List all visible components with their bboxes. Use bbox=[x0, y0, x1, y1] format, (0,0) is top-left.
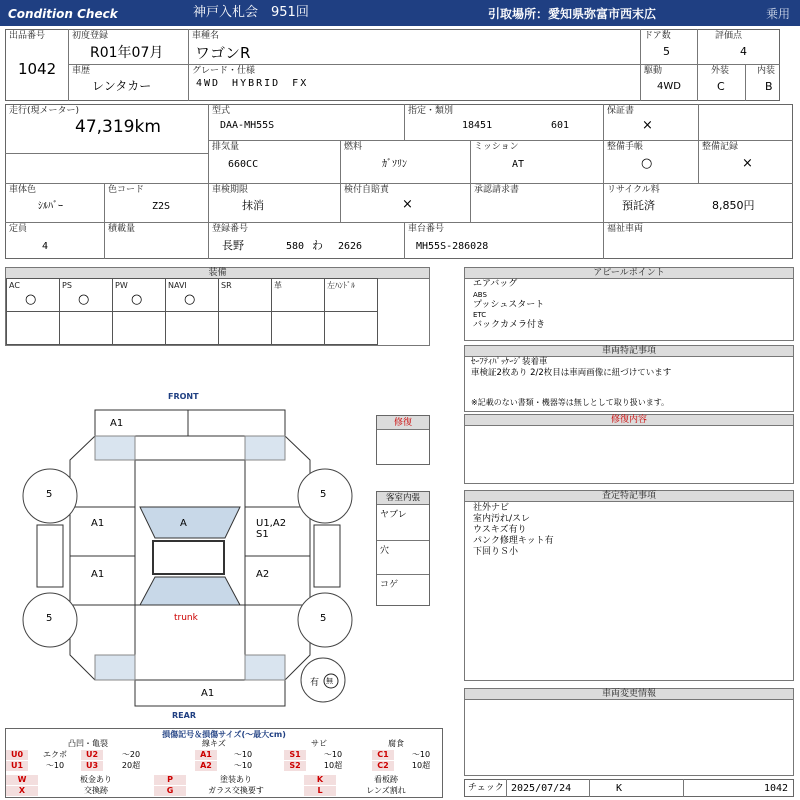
legend-desc: 10超 bbox=[411, 761, 431, 770]
legend-code: C1 bbox=[372, 750, 394, 760]
displacement-label: 排気量 bbox=[212, 142, 240, 152]
legend-code: S2 bbox=[284, 761, 306, 771]
model: DAA-MH55S bbox=[220, 120, 275, 131]
equipment-empty-cell bbox=[112, 311, 166, 345]
front-label: FRONT bbox=[168, 392, 199, 401]
legend-desc: レンズ割れ bbox=[366, 786, 406, 795]
equipment-title: 装備 bbox=[6, 268, 429, 279]
assessment-line: 室内汚れ/スレ bbox=[473, 514, 531, 524]
appeal-line: バックカメラ付き bbox=[473, 320, 546, 330]
service-record-label: 整備記録 bbox=[702, 142, 739, 152]
recycle-fee: 8,850円 bbox=[712, 199, 755, 212]
score: 4 bbox=[740, 45, 747, 58]
special-notes-footnote: ※記載のない書類・機器等は無しとして取り扱います。 bbox=[471, 398, 670, 407]
mileage-label: 走行(現メーター) bbox=[9, 106, 80, 116]
designation-label: 指定・類別 bbox=[408, 106, 454, 116]
interior-condition-row: 穴 bbox=[380, 546, 390, 556]
interior-condition-row: コゲ bbox=[380, 580, 399, 590]
spare-none-label: 無 bbox=[326, 677, 333, 685]
legend-code: S1 bbox=[284, 750, 306, 760]
legend-mark-row bbox=[6, 775, 442, 786]
check-number: 1042 bbox=[764, 783, 789, 794]
change-info-title: 車両変更情報 bbox=[465, 689, 793, 700]
equipment-item bbox=[271, 278, 325, 312]
legend-desc: エクボ bbox=[43, 750, 67, 759]
right-mirror bbox=[314, 525, 340, 587]
legend-header-row bbox=[6, 739, 442, 750]
tire-front-left-label: 5 bbox=[46, 489, 53, 500]
model-label: 型式 bbox=[212, 106, 231, 116]
special-notes-panel bbox=[464, 345, 794, 412]
legend-desc: ～10 bbox=[233, 750, 253, 759]
appeal-panel bbox=[464, 267, 794, 341]
rear-label: REAR bbox=[172, 711, 196, 720]
legend-row bbox=[6, 761, 442, 772]
hood-panel bbox=[135, 436, 245, 460]
front-left-light bbox=[95, 436, 135, 460]
self-check: × bbox=[402, 197, 413, 212]
rear-right-light bbox=[245, 655, 285, 680]
recycle-label: リサイクル料 bbox=[607, 185, 660, 195]
car-diagram bbox=[0, 400, 376, 710]
car-name-label: 車種名 bbox=[192, 31, 220, 41]
interior-condition-row: ヤブレ bbox=[380, 510, 407, 520]
windshield bbox=[140, 507, 240, 538]
legend-code: G bbox=[154, 786, 186, 796]
color-code: Z2S bbox=[152, 201, 171, 212]
recycle-status: 預託済 bbox=[622, 199, 655, 212]
repair-panel bbox=[464, 414, 794, 484]
designation-b: 601 bbox=[551, 120, 570, 131]
repair-side-box bbox=[376, 415, 430, 465]
damage-mark-rear-left-door: A1 bbox=[91, 569, 105, 580]
trunk-label: trunk bbox=[174, 613, 198, 623]
damage-mark-rear-right-door: A2 bbox=[256, 569, 270, 580]
equipment-empty-cell bbox=[59, 311, 113, 345]
fuel-label: 燃料 bbox=[344, 142, 363, 152]
legend-row bbox=[6, 750, 442, 761]
equipment-item-label: PS bbox=[62, 281, 72, 290]
legend-code: W bbox=[6, 775, 38, 785]
legend-desc: 10超 bbox=[323, 761, 343, 770]
left-mirror bbox=[37, 525, 63, 587]
equipment-item bbox=[6, 278, 60, 312]
spare-text: 有 bbox=[310, 678, 320, 688]
reg-area: 長野 bbox=[222, 239, 244, 252]
manual: ○ bbox=[641, 156, 653, 171]
legend-desc: 看板跡 bbox=[374, 775, 398, 784]
appeal-list bbox=[473, 279, 545, 332]
manual-label: 整備手帳 bbox=[607, 142, 644, 152]
legend-header: 腐食 bbox=[388, 739, 404, 748]
damage-mark-rear-bumper: A1 bbox=[201, 688, 215, 699]
equipment-empty-cell bbox=[271, 311, 325, 345]
assessment-line: ウスキズ有り bbox=[473, 525, 527, 535]
exterior: C bbox=[717, 80, 725, 93]
equipment-item bbox=[165, 278, 219, 312]
check-date: 2025/07/24 bbox=[511, 783, 572, 794]
lot-number-label: 出品番号 bbox=[9, 31, 46, 41]
legend-desc: 交換跡 bbox=[84, 786, 108, 795]
equipment-empty-cell bbox=[6, 311, 60, 345]
legend-desc: ～10 bbox=[233, 761, 253, 770]
reg-class: 580 bbox=[286, 241, 305, 252]
history-label: 車歴 bbox=[72, 66, 91, 76]
displacement: 660CC bbox=[228, 159, 259, 170]
appeal-line: プッシュスタート bbox=[473, 299, 545, 310]
transmission-label: ミッション bbox=[474, 142, 519, 152]
legend-desc: ～10 bbox=[45, 761, 65, 770]
color-code-label: 色コード bbox=[108, 185, 145, 195]
special-note-line: ｾｰﾌﾃｨﾊﾟｯｹｰｼﾞ装着車 bbox=[471, 357, 548, 367]
damage-mark-front-right-door-2: S1 bbox=[256, 529, 269, 540]
legend-code: U2 bbox=[81, 750, 103, 760]
legend-code: P bbox=[154, 775, 186, 785]
rear-window bbox=[140, 577, 240, 605]
pickup-location: 引取場所：愛知県弥富市西末広 bbox=[488, 7, 657, 21]
designation-a: 18451 bbox=[462, 120, 493, 131]
header-bar bbox=[0, 0, 800, 26]
special-note-line: 車検証2枚あり 2/2枚目は車両画像に紐づけています bbox=[471, 368, 672, 378]
legend-code: A2 bbox=[195, 761, 217, 771]
doors: 5 bbox=[663, 45, 670, 58]
equipment-item-label: 革 bbox=[274, 281, 282, 290]
legend-desc: ～10 bbox=[323, 750, 343, 759]
chassis: MH55S-286028 bbox=[416, 241, 489, 252]
logo-text: Condition Check bbox=[8, 7, 118, 21]
equipment-item-value: ○ bbox=[131, 292, 143, 307]
equipment-item-label: SR bbox=[221, 281, 232, 290]
equipment-item-value: ○ bbox=[25, 292, 37, 307]
legend-code: X bbox=[6, 786, 38, 796]
rear-left-light bbox=[95, 655, 135, 680]
equipment-item bbox=[112, 278, 166, 312]
check-code: K bbox=[616, 783, 623, 794]
lot-number: 1042 bbox=[18, 60, 57, 78]
car-name: ワゴンR bbox=[195, 44, 251, 62]
chassis-label: 車台番号 bbox=[408, 224, 445, 234]
legend-title: 損傷記号＆損傷サイズ(～最大cm) bbox=[162, 730, 286, 739]
reg-number-label: 登録番号 bbox=[212, 224, 249, 234]
legend-code: K bbox=[304, 775, 336, 785]
warranty: × bbox=[642, 118, 653, 133]
color-label: 車体色 bbox=[9, 185, 37, 195]
fuel: ｶﾞｿﾘﾝ bbox=[382, 159, 407, 170]
drive: 4WD bbox=[657, 81, 681, 92]
legend-header: サビ bbox=[311, 739, 327, 748]
mileage: 47,319km bbox=[75, 117, 161, 137]
assessment-line: 社外ナビ bbox=[473, 503, 510, 513]
doors-label: ドア数 bbox=[644, 31, 671, 41]
damage-mark-front-right-door: U1,A2 bbox=[256, 518, 287, 529]
equipment-item-value: ○ bbox=[184, 292, 196, 307]
equipment-item-label: 左ﾊﾝﾄﾞﾙ bbox=[327, 281, 355, 290]
color: ｼﾙﾊﾞｰ bbox=[38, 201, 63, 212]
equipment-empty-cell bbox=[324, 311, 378, 345]
legend-header: 線キズ bbox=[202, 739, 226, 748]
interior: B bbox=[765, 80, 773, 93]
interior-condition-box bbox=[376, 491, 430, 606]
history: レンタカー bbox=[92, 79, 152, 93]
legend-desc: 塗装あり bbox=[220, 775, 252, 784]
appeal-line: ETC bbox=[473, 311, 487, 319]
equipment-empty-cell bbox=[165, 311, 219, 345]
roof-panel bbox=[153, 541, 224, 574]
vehicle-use: 乗用 bbox=[766, 7, 791, 21]
interior-label: 内装 bbox=[757, 66, 776, 76]
legend-code: U1 bbox=[6, 761, 28, 771]
interior-condition-title: 客室内張 bbox=[377, 492, 429, 505]
assessment-line: 下回りＳ小 bbox=[473, 547, 519, 557]
repair-side-label: 修復 bbox=[377, 416, 429, 430]
welfare-label: 福祉車両 bbox=[607, 224, 644, 234]
capacity: 4 bbox=[42, 241, 49, 252]
warranty-label: 保証書 bbox=[607, 106, 635, 116]
equipment-empty-cell bbox=[218, 311, 272, 345]
first-reg: R01年07月 bbox=[90, 45, 164, 61]
legend-header: 凸凹・亀裂 bbox=[68, 739, 108, 748]
legend-code: U3 bbox=[81, 761, 103, 771]
special-notes-title: 車両特記事項 bbox=[465, 346, 793, 357]
reg-kana: わ bbox=[312, 239, 323, 252]
inspection-label: 車検期限 bbox=[212, 185, 249, 195]
equipment-item bbox=[324, 278, 378, 312]
appeal-line: ABS bbox=[473, 290, 487, 299]
equipment-item bbox=[218, 278, 272, 312]
appeal-line: エアバッグ bbox=[473, 279, 518, 289]
exterior-label: 外装 bbox=[711, 66, 730, 76]
damage-mark-front-bumper: A1 bbox=[110, 418, 124, 429]
first-reg-label: 初度登録 bbox=[72, 31, 109, 41]
legend-desc: ガラス交換要す bbox=[208, 786, 264, 795]
equipment-item bbox=[59, 278, 113, 312]
assessment-title: 査定特記事項 bbox=[465, 491, 793, 502]
legend-code: L bbox=[304, 786, 336, 796]
score-label: 評価点 bbox=[715, 31, 743, 41]
repair-title: 修復内容 bbox=[465, 415, 793, 426]
inspection: 抹消 bbox=[242, 199, 264, 212]
assessment-panel bbox=[464, 490, 794, 681]
check-label: チェック bbox=[468, 783, 504, 793]
tire-front-right-label: 5 bbox=[320, 489, 327, 500]
legend-code: U0 bbox=[6, 750, 28, 760]
drive-label: 駆動 bbox=[644, 66, 663, 76]
approval-label: 承認請求書 bbox=[474, 185, 520, 195]
equipment-item-label: PW bbox=[115, 281, 128, 290]
front-bumper-panel bbox=[95, 410, 285, 436]
capacity-label: 定員 bbox=[9, 224, 28, 234]
tire-rear-left-label: 5 bbox=[46, 613, 53, 624]
grade-label: グレード・仕様 bbox=[192, 66, 256, 76]
legend-code: A1 bbox=[195, 750, 217, 760]
damage-mark-front-left-door: A1 bbox=[91, 518, 105, 529]
tire-rear-right-label: 5 bbox=[320, 613, 327, 624]
legend-mark-row bbox=[6, 786, 442, 797]
grade: 4WD HYBRID FX bbox=[196, 78, 309, 89]
self-check-label: 検付自賠責 bbox=[344, 185, 390, 195]
legend-desc: ～10 bbox=[411, 750, 431, 759]
appeal-title: アピールポイント bbox=[465, 268, 793, 279]
transmission: AT bbox=[512, 159, 525, 170]
load-label: 積載量 bbox=[108, 224, 136, 234]
legend-desc: 20超 bbox=[121, 761, 141, 770]
service-record: × bbox=[742, 156, 753, 171]
legend-desc: 板金あり bbox=[80, 775, 112, 784]
change-info-panel bbox=[464, 688, 794, 776]
legend-desc: ～20 bbox=[121, 750, 141, 759]
equipment-item-value: ○ bbox=[78, 292, 90, 307]
equipment-item-label: AC bbox=[9, 281, 20, 290]
reg-num: 2626 bbox=[338, 241, 363, 252]
damage-mark-roof: A bbox=[180, 518, 187, 529]
front-right-light bbox=[245, 436, 285, 460]
equipment-item-label: NAVI bbox=[168, 281, 187, 290]
legend-code: C2 bbox=[372, 761, 394, 771]
assessment-line: パンク修理キット有 bbox=[473, 536, 554, 546]
auction-title: 神戸入札会 951回 bbox=[193, 5, 309, 20]
